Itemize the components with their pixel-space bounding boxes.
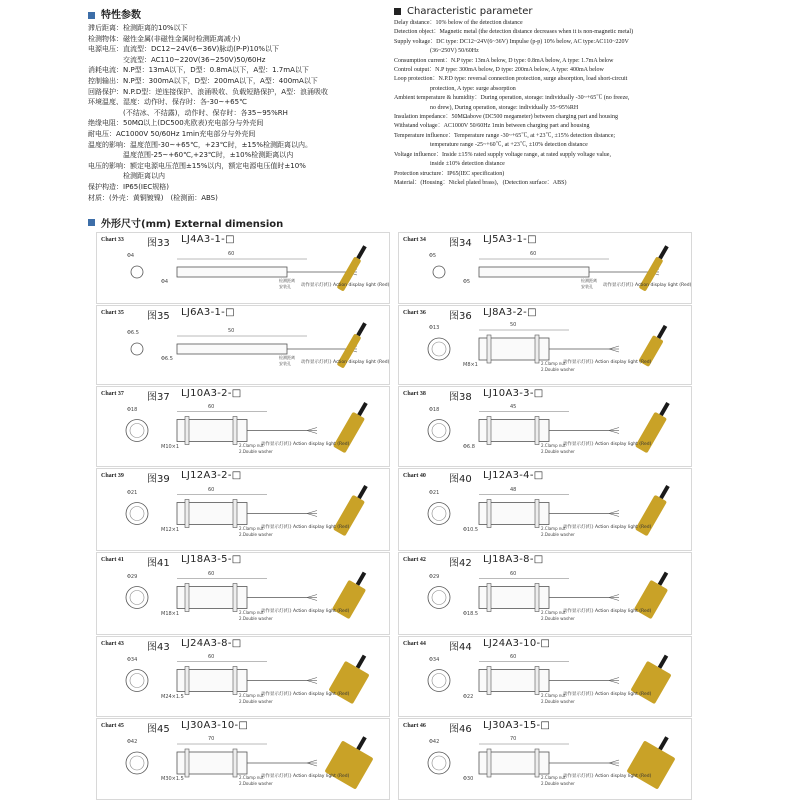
cn-parameter-section (88, 6, 388, 203)
thread-label: Φ18.5 (463, 610, 479, 617)
figure-number: 图43 (147, 642, 170, 653)
front-view-inner-circle (432, 507, 446, 521)
en-parameter-line: Consumption current：N.P type: 13mA below, D type: 0.8mA below, A type: 1.7mA below (394, 57, 614, 64)
clamp-nut (487, 584, 491, 612)
sensor-cable (356, 736, 366, 750)
outer-diameter-label: Φ21 (429, 489, 440, 496)
clamp-nut (233, 667, 237, 695)
clamp-nut (487, 749, 491, 777)
clamp-nut (487, 667, 491, 695)
sensor-cable (356, 245, 366, 259)
cn-parameter-line: 材质：(外壳：黄铜镀镍) (检测面：ABS) (88, 193, 218, 202)
length-label: 60 (228, 251, 235, 257)
en-parameter-line: (36~250V) 50/60Hz (394, 48, 479, 55)
figure-number: 图46 (449, 724, 472, 735)
sensor-cable (356, 322, 366, 336)
sensor-photo (626, 728, 682, 789)
length-label: 60 (208, 486, 215, 493)
model-name: LJ5A3-1-□ (483, 234, 537, 245)
cable-wire (609, 598, 619, 601)
en-parameter-line: Insulation impedance：50MΩabove (DC500 megameter) between charging part and housing (394, 114, 618, 121)
model-name: LJ6A3-1-□ (181, 307, 235, 318)
front-view-inner-circle (130, 591, 144, 605)
dimension-chart-card (96, 305, 390, 385)
thread-label: Φ6.5 (161, 356, 173, 362)
outer-diameter-label: Φ13 (429, 325, 440, 331)
sensor-photo (324, 728, 380, 789)
outer-diameter-label: Φ34 (429, 656, 440, 663)
cn-parameter-list (88, 23, 388, 203)
thread-label: Φ10.5 (463, 526, 479, 533)
indicator-note: 动作显示灯(红) Action display light (Red) (261, 441, 350, 447)
sensor-body (324, 740, 373, 789)
clamp-nut (535, 335, 539, 363)
front-view-circle (131, 343, 143, 355)
dimension-header (88, 212, 283, 231)
sensor-cable (357, 402, 367, 416)
length-label: 70 (208, 736, 215, 742)
sensor-body (626, 740, 675, 789)
legend-line-2: 2.Double washer (239, 698, 273, 704)
dimension-chart-card (96, 552, 390, 635)
sensor-body (328, 661, 369, 704)
front-view-circle (428, 587, 450, 609)
dimension-drawing (399, 469, 691, 550)
length-label: 50 (510, 322, 517, 328)
model-name: LJ12A3-4-□ (483, 470, 544, 481)
indicator-note: 动作显示灯(红) Action display light (Red) (261, 524, 350, 530)
cable-wire (609, 681, 619, 684)
dimension-title: 外形尺寸(mm) External dimension (101, 219, 284, 230)
chart-number: Chart 45 (101, 723, 124, 729)
indicator-note: 动作显示灯(红) Action display light (Red) (563, 441, 652, 447)
cn-parameter-line: 交流型：AC110~220V(36~250V)50/60Hz (88, 55, 266, 64)
side-view-body (479, 267, 589, 277)
figure-number: 图39 (147, 474, 170, 485)
model-name: LJ18A3-5-□ (181, 554, 242, 565)
length-label: 60 (510, 570, 517, 577)
indicator-note: 动作显示灯(红) Action display light (Red) (261, 774, 350, 779)
en-parameter-line: temperature range -25~+60℃, at +23℃, ±10% detection distance (394, 142, 588, 149)
model-name: LJ30A3-10-□ (181, 720, 249, 731)
cn-parameter-line: (不结冰、不结露)，动作时、保存时：各35~95%RH (88, 108, 288, 117)
sensor-cable (658, 572, 668, 586)
outer-diameter-label: Φ5 (429, 253, 437, 259)
dimension-chart-card (96, 232, 390, 304)
en-parameter-list (394, 19, 794, 188)
front-view-circle (433, 266, 445, 278)
chart-number: Chart 46 (403, 723, 426, 729)
length-label: 50 (228, 328, 235, 334)
clamp-nut (233, 417, 237, 445)
outer-diameter-label: Φ18 (127, 406, 138, 413)
legend-line-1: 检测距离 (279, 355, 295, 360)
model-name: LJ18A3-8-□ (483, 554, 544, 565)
cable-wire (307, 763, 317, 766)
thread-label: M18×1 (161, 610, 180, 617)
sensor-cable (356, 572, 366, 586)
en-parameter-line: Withstand voltage：AC1000V 50/60Hz 1min between charging part and housing (394, 123, 590, 130)
clamp-nut (233, 584, 237, 612)
cable-wire (609, 760, 619, 763)
clamp-nut (535, 584, 539, 612)
outer-diameter-label: Φ29 (127, 573, 138, 580)
chart-number: Chart 43 (101, 641, 124, 647)
en-parameter-line: no drew), During operation, storage: individually 35~95%RH (394, 104, 579, 111)
legend-line-1: 2.Clamp nut (541, 442, 566, 448)
cable-wire (307, 511, 317, 514)
thread-label: M8×1 (463, 362, 478, 368)
chart-number: Chart 36 (403, 310, 426, 316)
en-parameter-line: Detection object：Magnetic metal (the detection distance decreases when it is non-magnetic metal) (394, 29, 634, 36)
legend-line-2: 2.Double washer (239, 531, 273, 537)
legend-line-2: 安装孔 (581, 284, 593, 289)
sensor-body (635, 495, 667, 537)
front-view-circle (126, 670, 148, 692)
length-label: 60 (208, 403, 215, 410)
dimension-drawing (97, 469, 389, 550)
section-marker-icon (394, 8, 401, 15)
legend-line-1: 2.Clamp nut (541, 361, 566, 366)
clamp-nut (185, 749, 189, 777)
dimension-drawing (97, 553, 389, 634)
legend-line-2: 2.Double washer (541, 615, 575, 621)
figure-number: 图45 (147, 724, 170, 735)
chart-number: Chart 41 (101, 557, 124, 563)
legend-line-2: 2.Double washer (541, 367, 575, 372)
cn-parameter-line: 检测物体：磁性金属(非磁性金属时检测距离减小) (88, 34, 241, 43)
length-label: 60 (208, 570, 215, 577)
thread-label: Φ4 (161, 279, 169, 285)
thread-label: Φ5 (463, 279, 471, 285)
dimension-drawing (97, 306, 389, 384)
front-view-inner-circle (130, 756, 144, 770)
dimension-chart-card (96, 468, 390, 551)
model-name: LJ24A3-8-□ (181, 638, 242, 649)
dimension-chart-card (398, 636, 692, 717)
side-view-body (177, 344, 287, 354)
indicator-note: 动作显示灯(红) Action display light (Red) (603, 283, 692, 288)
thread-label: Φ6.8 (463, 443, 475, 450)
clamp-nut (487, 500, 491, 528)
en-parameter-line: Voltage influence：Inside ±15% rated supply voltage range, at rated supply voltage value, (394, 151, 611, 158)
en-parameter-line: Temperature influence：Temperature range -30~+65℃, at +23℃, ±15% detection distance; (394, 132, 616, 139)
front-view-circle (126, 503, 148, 525)
sensor-cable (356, 655, 366, 669)
figure-number: 图41 (147, 558, 170, 569)
front-view-circle (428, 420, 450, 442)
outer-diameter-label: Φ6.5 (127, 330, 139, 336)
dimension-chart-card (96, 386, 390, 467)
cable-wire (307, 595, 317, 598)
indicator-note: 动作显示灯(红) Action display light (Red) (563, 774, 652, 779)
outer-diameter-label: Φ21 (127, 489, 138, 496)
dimension-chart-card (398, 386, 692, 467)
figure-number: 图33 (147, 238, 170, 249)
front-view-inner-circle (432, 591, 446, 605)
en-parameter-line: Control output：N.P type: 300mA below, D type: 200mA below, A type: 400mA below (394, 67, 604, 74)
legend-line-2: 安装孔 (279, 361, 291, 366)
model-name: LJ30A3-15-□ (483, 720, 551, 731)
section-marker-icon (88, 219, 95, 226)
outer-diameter-label: Φ34 (127, 656, 138, 663)
sensor-body (635, 412, 667, 454)
indicator-note: 动作显示灯(红) Action display light (Red) (563, 360, 652, 365)
legend-line-1: 检测距离 (581, 278, 597, 283)
cn-parameter-line: 消耗电流：N.P型：13mA以下，D型：0.8mA以下，A型：1.7mA以下 (88, 66, 309, 75)
sensor-cable (659, 485, 669, 499)
cable-wire (609, 349, 619, 352)
en-parameter-line: Material：(Housing：Nickel plated brass)，(Detection surface：ABS) (394, 179, 567, 186)
cable-wire (609, 595, 619, 598)
dimension-drawing (97, 637, 389, 716)
model-name: LJ10A3-2-□ (181, 388, 242, 399)
cable-wire (307, 514, 317, 517)
sensor-cable (658, 736, 668, 750)
front-view-inner-circle (130, 424, 144, 438)
length-label: 60 (510, 653, 517, 660)
dimension-chart-card (398, 468, 692, 551)
cn-parameter-line: 控制输出：N.P型：300mA以下，D型：200mA以下，A型：400mA以下 (88, 76, 318, 85)
thread-label: Φ30 (463, 776, 474, 782)
cable-wire (609, 511, 619, 514)
en-parameter-line: inside ±10% detection distance (394, 161, 505, 168)
cn-parameter-line: 检测距离以内 (88, 172, 165, 181)
cable-wire (307, 431, 317, 434)
front-view-circle (428, 503, 450, 525)
model-name: LJ12A3-2-□ (181, 470, 242, 481)
cable-wire (609, 428, 619, 431)
en-parameter-line: Supply voltage：DC type: DC12~24V(6~36V) Impulse (p-p) 10% below, AC type:AC110~220V (394, 38, 629, 45)
figure-number: 图40 (449, 474, 472, 485)
legend-line-2: 2.Double washer (541, 698, 575, 704)
sensor-cable (658, 245, 668, 259)
length-label: 60 (208, 653, 215, 660)
legend-line-2: 2.Double washer (239, 781, 273, 786)
cn-parameter-line: 滞后距离：检测距离的10%以下 (88, 24, 188, 32)
figure-number: 图35 (147, 311, 170, 322)
en-parameter-line: Protection structure：IP65(IEC specification) (394, 170, 505, 177)
clamp-nut (535, 500, 539, 528)
model-name: LJ4A3-1-□ (181, 234, 235, 245)
cable-wire (307, 598, 317, 601)
cn-parameter-line: 回路保护：N.P.D型：逆连接保护、浪涌吸收、负载短路保护，A型：浪涌吸收 (88, 87, 328, 96)
legend-line-2: 2.Double washer (239, 448, 273, 454)
cn-parameter-line: 电压的影响：额定电源电压范围±15%以内，额定电源电压值时±10% (88, 161, 306, 170)
figure-number: 图42 (449, 558, 472, 569)
cn-parameter-line: 温度的影响：温度范围-30~+65℃，+23℃时，±15%检测距离以内。 (88, 140, 312, 149)
legend-line-2: 2.Double washer (541, 448, 575, 454)
dimension-drawing (399, 553, 691, 634)
front-view-inner-circle (432, 424, 446, 438)
figure-number: 图36 (449, 311, 472, 322)
sensor-cable (658, 655, 668, 669)
dimension-chart-card (96, 718, 390, 800)
front-view-inner-circle (432, 674, 446, 688)
cable-wire (609, 678, 619, 681)
sensor-body (333, 412, 365, 454)
dimension-chart-card (398, 305, 692, 385)
thread-label: M24×1.5 (161, 693, 184, 700)
cable-wire (609, 763, 619, 766)
front-view-circle (126, 587, 148, 609)
cn-parameter-line: 保护构造：IP65(IEC规格) (88, 182, 170, 191)
front-view-circle (126, 752, 148, 774)
sensor-cable (357, 485, 367, 499)
side-view-body (177, 267, 287, 277)
cn-parameter-line: 环境温度、湿度：动作时、保存时：各-30~+65℃ (88, 98, 247, 107)
clamp-nut (185, 500, 189, 528)
figure-number: 图34 (449, 238, 472, 249)
dimension-chart-card (398, 718, 692, 800)
en-section-title: Characteristic parameter (407, 6, 533, 17)
sensor-cable (657, 325, 667, 339)
outer-diameter-label: Φ4 (127, 253, 135, 259)
chart-number: Chart 37 (101, 391, 124, 397)
front-view-inner-circle (432, 756, 446, 770)
en-parameter-section (394, 6, 794, 188)
dimension-chart-card (398, 232, 692, 304)
front-view-circle (126, 420, 148, 442)
cable-wire (307, 428, 317, 431)
en-parameter-line: Delay distance：10% below of the detection distance (394, 20, 523, 26)
outer-diameter-label: Φ18 (429, 406, 440, 413)
dimension-drawing (97, 233, 389, 303)
clamp-nut (185, 584, 189, 612)
indicator-note: 动作显示灯(红) Action display light (Red) (301, 283, 390, 288)
front-view-circle (428, 670, 450, 692)
dimension-drawing (97, 719, 389, 799)
cn-parameter-line: 绝缘电阻：50MΩ以上(DC500兆欧表)充电部分与外壳间 (88, 119, 264, 128)
legend-line-1: 2.Clamp nut (239, 609, 264, 615)
chart-number: Chart 42 (403, 557, 426, 563)
figure-number: 图38 (449, 392, 472, 403)
cable-wire (609, 346, 619, 349)
model-name: LJ24A3-10-□ (483, 638, 551, 649)
legend-line-1: 2.Clamp nut (541, 525, 566, 531)
clamp-nut (487, 417, 491, 445)
length-label: 70 (510, 736, 517, 742)
figure-number: 图44 (449, 642, 472, 653)
legend-line-2: 2.Double washer (239, 615, 273, 621)
dimension-drawing (97, 387, 389, 466)
chart-number: Chart 33 (101, 237, 124, 243)
legend-line-1: 2.Clamp nut (239, 692, 264, 698)
front-view-circle (131, 266, 143, 278)
cn-parameter-line: 温度范围-25~+60℃,+23℃时，±10%检测距离以内 (88, 151, 294, 160)
cn-section-title: 特性参数 (101, 10, 141, 21)
indicator-note: 动作显示灯(红) Action display light (Red) (261, 691, 350, 697)
legend-line-1: 检测距离 (279, 278, 295, 283)
clamp-nut (535, 667, 539, 695)
legend-line-1: 2.Clamp nut (541, 692, 566, 698)
legend-line-1: 2.Clamp nut (541, 609, 566, 615)
clamp-nut (535, 749, 539, 777)
indicator-note: 动作显示灯(红) Action display light (Red) (261, 608, 350, 614)
clamp-nut (233, 749, 237, 777)
section-marker-icon (88, 12, 95, 19)
figure-number: 图37 (147, 392, 170, 403)
chart-number: Chart 40 (403, 473, 426, 479)
en-parameter-line: Ambient temperature & humidity：During operation, storage: individually -30~+65℃ (no freeze, (394, 95, 630, 102)
clamp-nut (185, 667, 189, 695)
dimension-drawing (399, 233, 691, 303)
front-view-inner-circle (130, 507, 144, 521)
clamp-nut (233, 500, 237, 528)
dimension-drawing (399, 306, 691, 384)
legend-line-1: 2.Clamp nut (239, 525, 264, 531)
legend-line-2: 2.Double washer (541, 781, 575, 786)
thread-label: M30×1.5 (161, 776, 184, 782)
thread-label: Φ22 (463, 693, 474, 700)
legend-line-1: 2.Clamp nut (239, 775, 264, 780)
front-view-inner-circle (432, 342, 446, 356)
sensor-body (333, 495, 365, 537)
sensor-cable (659, 402, 669, 416)
clamp-nut (487, 335, 491, 363)
cn-parameter-line: 电源电压：直流型：DC12~24V(6~36V)脉动(P-P)10%以下 (88, 45, 280, 54)
indicator-note: 动作显示灯(红) Action display light (Red) (301, 360, 390, 365)
front-view-circle (428, 752, 450, 774)
indicator-note: 动作显示灯(红) Action display light (Red) (563, 524, 652, 530)
model-name: LJ8A3-2-□ (483, 307, 537, 318)
outer-diameter-label: Φ29 (429, 573, 440, 580)
front-view-circle (428, 338, 450, 360)
chart-number: Chart 35 (101, 310, 124, 316)
dimension-drawing (399, 387, 691, 466)
chart-number: Chart 34 (403, 237, 426, 243)
length-label: 48 (510, 486, 517, 493)
legend-line-2: 安装孔 (279, 284, 291, 289)
sensor-body (630, 661, 671, 704)
dimension-drawing (399, 719, 691, 799)
outer-diameter-label: Φ42 (429, 739, 440, 745)
clamp-nut (535, 417, 539, 445)
clamp-nut (185, 417, 189, 445)
cn-parameter-line: 耐电压：AC1000V 50/60Hz 1min充电部分与外壳间 (88, 129, 256, 138)
front-view-inner-circle (130, 674, 144, 688)
cable-wire (307, 681, 317, 684)
en-parameter-line: protection, A type: surge absorption (394, 85, 516, 92)
outer-diameter-label: Φ42 (127, 739, 138, 745)
en-parameter-line: Loop protection：N.P.D type: reversal connection protection, surge absorption, load short-circuit (394, 76, 628, 83)
legend-line-1: 2.Clamp nut (541, 775, 566, 780)
chart-number: Chart 39 (101, 473, 124, 479)
length-label: 60 (530, 251, 537, 257)
model-name: LJ10A3-3-□ (483, 388, 544, 399)
legend-line-1: 2.Clamp nut (239, 442, 264, 448)
length-label: 45 (510, 403, 517, 410)
cable-wire (307, 678, 317, 681)
thread-label: M10×1 (161, 443, 180, 450)
dimension-chart-card (96, 636, 390, 717)
cable-wire (609, 431, 619, 434)
indicator-note: 动作显示灯(红) Action display light (Red) (563, 608, 652, 614)
dimension-chart-card (398, 552, 692, 635)
cable-wire (307, 760, 317, 763)
cable-wire (609, 514, 619, 517)
chart-number: Chart 44 (403, 641, 426, 647)
indicator-note: 动作显示灯(红) Action display light (Red) (563, 691, 652, 697)
thread-label: M12×1 (161, 526, 180, 533)
chart-number: Chart 38 (403, 391, 426, 397)
legend-line-2: 2.Double washer (541, 531, 575, 537)
